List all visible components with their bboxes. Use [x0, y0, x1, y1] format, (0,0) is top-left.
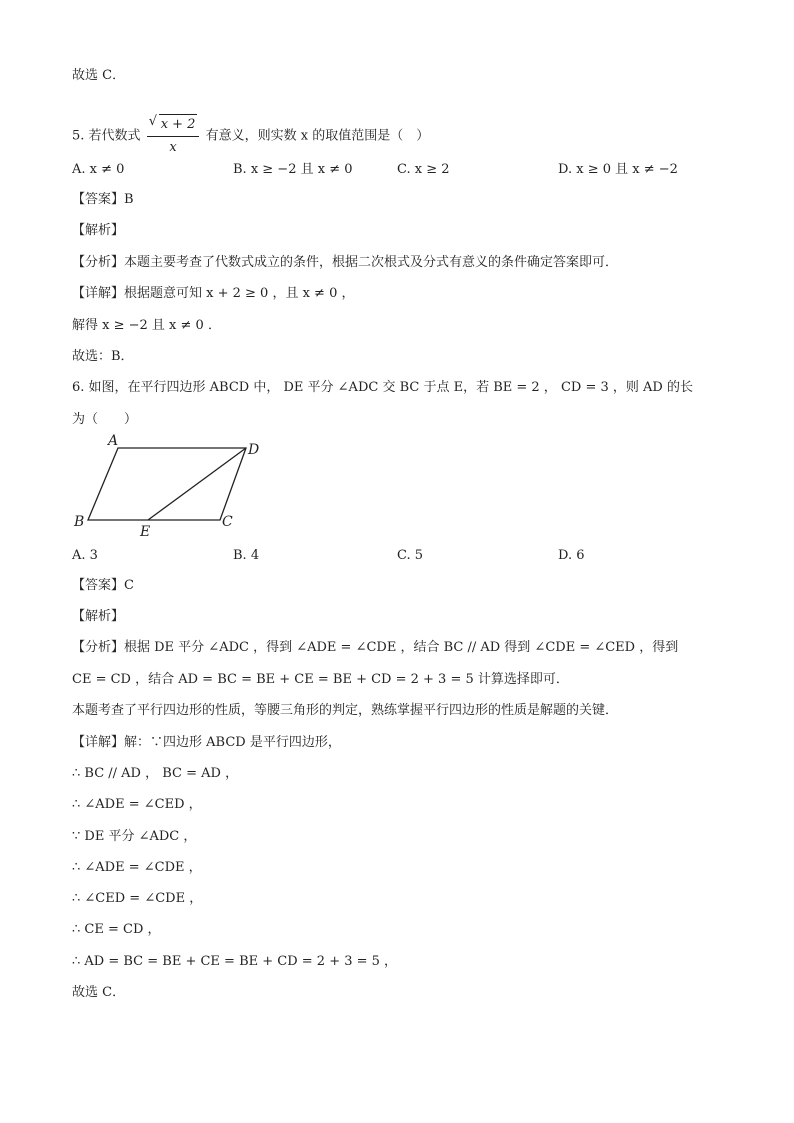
label-c: C [222, 514, 233, 530]
q6-fenxi-line1: 【分析】根据 DE 平分 ∠ADC ，得到 ∠ADE = ∠CDE ，结合 BC // AD 得到 ∠CDE = ∠CED ，得到 [72, 640, 679, 655]
label-a: A [108, 433, 119, 449]
q5-xiangjie: 【详解】根据题意可知 x + 2 ≥ 0 ，且 x ≠ 0 ， [72, 286, 355, 301]
q5-option-d: D. x ≥ 0 且 x ≠ −2 [558, 162, 678, 177]
parallelogram-abcd [88, 448, 246, 520]
q5-stem [72, 114, 429, 158]
label-b: B [74, 514, 85, 530]
q6-step-4: ∵ DE 平分 ∠ADC ， [72, 829, 197, 844]
parallelogram-figure [70, 432, 270, 542]
q6-summary: 本题考查了平行四边形的性质，等腰三角形的判定，熟练掌握平行四边形的性质是解题的关键． [72, 703, 619, 718]
q6-step-5: ∴ ∠ADE = ∠CDE ， [72, 860, 202, 875]
q6-stem-line2: 为（ ） [72, 412, 138, 427]
q6-option-d: D. 6 [558, 548, 585, 563]
q5-stem-prefix: 5. 若代数式 [72, 128, 141, 144]
q6-step-1: 【详解】解：∵四边形 ABCD 是平行四边形， [72, 735, 341, 750]
q6-analysis-title: 【解析】 [72, 609, 125, 624]
q6-step-2: ∴ BC // AD ， BC = AD ， [72, 766, 239, 781]
q5-analysis-title: 【解析】 [72, 223, 125, 238]
q6-option-c: C. 5 [397, 548, 424, 563]
q6-step-6: ∴ ∠CED = ∠CDE ， [72, 891, 203, 906]
q5-option-c: C. x ≥ 2 [397, 162, 450, 177]
q5-option-b: B. x ≥ −2 且 x ≠ 0 [233, 162, 353, 177]
q6-fenxi-line2: CE = CD ，结合 AD = BC = BE + CE = BE + CD = 2 + 3 = 5 计算选择即可． [72, 672, 569, 687]
q5-option-a: A. x ≠ 0 [72, 162, 125, 177]
q6-step-7: ∴ CE = CD ， [72, 922, 161, 937]
q4-conclusion: 故选 C． [72, 68, 126, 83]
q5-fenxi: 【分析】本题主要考查了代数式成立的条件，根据二次根式及分式有意义的条件确定答案即可． [72, 255, 619, 270]
q6-step-8: ∴ AD = BC = BE + CE = BE + CD = 2 + 3 = 5 ， [72, 954, 398, 969]
q6-step-3: ∴ ∠ADE = ∠CED ， [72, 797, 202, 812]
q5-numerator: x + 2 [159, 114, 198, 135]
label-e: E [140, 524, 151, 540]
q6-option-b: B. 4 [233, 548, 260, 563]
q6-answer: 【答案】C [72, 578, 134, 593]
q5-fraction: √ x + 2 x [147, 114, 200, 158]
segment-de [148, 448, 246, 520]
q5-answer: 【答案】B [72, 192, 134, 207]
q6-step-9: 故选 C． [72, 985, 126, 1000]
q6-stem-line1: 6. 如图，在平行四边形 ABCD 中， DE 平分 ∠ADC 交 BC 于点 E，若 BE = 2 ， CD = 3 ，则 AD 的长 [72, 380, 693, 395]
q5-solve: 解得 x ≥ −2 且 x ≠ 0 ． [72, 318, 221, 333]
q6-option-a: A. 3 [72, 548, 98, 563]
q5-choose: 故选：B． [72, 349, 134, 364]
q5-denominator: x [169, 140, 177, 155]
label-d: D [248, 442, 260, 458]
q5-stem-suffix: 有意义，则实数 x 的取值范围是（ ） [205, 128, 430, 144]
